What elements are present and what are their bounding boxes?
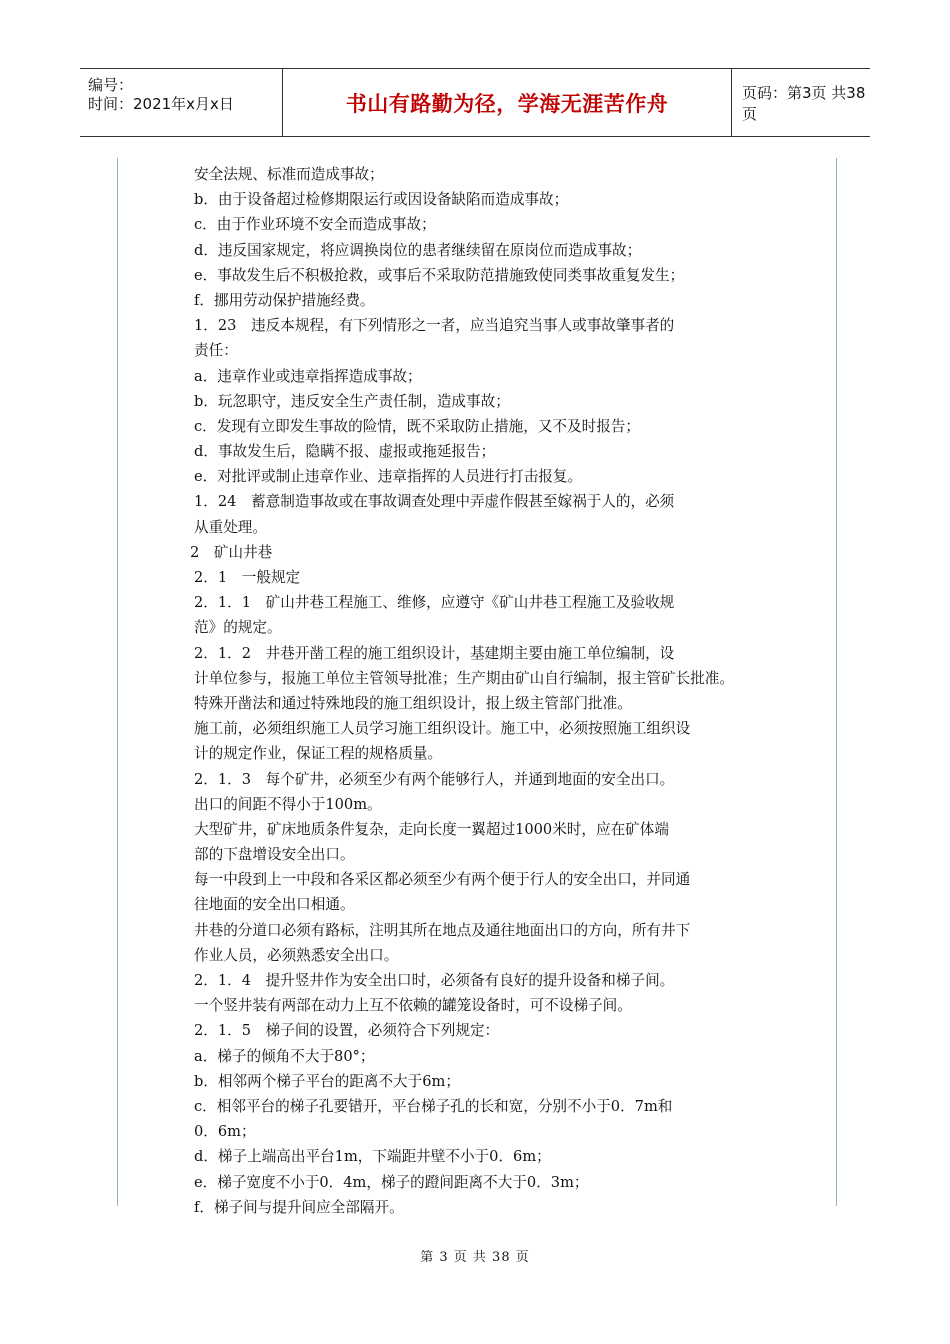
text-line: 施工前，必须组织施工人员学习施工组织设计。施工中，必须按照施工组织设 [194, 720, 691, 738]
text-line: c．由于作业环境不安全而造成事故； [194, 216, 436, 234]
text-line: 范》的规定。 [194, 619, 282, 637]
text-line: 2．1 一般规定 [194, 569, 301, 586]
text-line: d．违反国家规定，将应调换岗位的患者继续留在原岗位而造成事故； [194, 241, 642, 259]
text-line: 2．1．2 井巷开凿工程的施工组织设计，基建期主要由施工单位编制，设 [194, 644, 675, 662]
text-line: f．梯子间与提升间应全部隔开。 [194, 1198, 404, 1216]
header-motto-cell [283, 69, 732, 136]
text-line: 2．1．4 提升竖井作为安全出口时，必须备有良好的提升设备和梯子间。 [194, 972, 675, 989]
header-meta-cell [80, 69, 283, 136]
text-line: e．事故发生后不积极抢救，或事后不采取防范措施致使同类事故重复发生； [194, 266, 685, 284]
content-frame [117, 158, 837, 1216]
text-line: 2 矿山井巷 [190, 543, 273, 561]
text-line: a．梯子的倾角不大于80°； [194, 1047, 375, 1065]
text-line: c．相邻平台的梯子孔要错开，平台梯子孔的长和宽，分别不小于0．7m和 [194, 1097, 673, 1115]
text-line: 1．24 蓄意制造事故或在事故调查处理中弄虚作假甚至嫁祸于人的，必须 [194, 493, 675, 511]
text-line: f．挪用劳动保护措施经费。 [194, 291, 375, 309]
text-line: a．违章作业或违章指挥造成事故； [194, 367, 422, 385]
document-time-label: 时间：2021年x月x日 [88, 95, 234, 113]
text-line: 安全法规、标准而造成事故； [194, 166, 384, 183]
text-line: e．对批评或制止违章作业、违章指挥的人员进行打击报复。 [194, 468, 583, 486]
text-line: 每一中段到上一中段和各采区都必须至少有两个便于行人的安全出口，并同通 [194, 871, 691, 889]
text-line: 计的规定作业，保证工程的规格质量。 [194, 745, 443, 763]
text-line: e．梯子宽度不小于0．4m，梯子的蹬间距离不大于0．3m； [194, 1173, 589, 1191]
text-line: c．发现有立即发生事故的险情，既不采取防止措施，又不及时报告； [194, 417, 640, 435]
text-line: 2．1．5 梯子间的设置，必须符合下列规定： [194, 1022, 500, 1040]
text-line: 特殊开凿法和通过特殊地段的施工组织设计，报上级主管部门批准。 [194, 694, 632, 712]
text-line: d．事故发生后，隐瞒不报、虚报或拖延报告； [194, 443, 496, 461]
text-line: b．由于设备超过检修期限运行或因设备缺陷而造成事故； [194, 191, 569, 209]
text-line: 1．23 违反本规程，有下列情形之一者，应当追究当事人或事故肇事者的 [194, 317, 675, 335]
text-line: 2．1．1 矿山井巷工程施工、维修，应遵守《矿山井巷工程施工及验收规 [194, 594, 675, 612]
page-footer: 第 3 页 共 38 页 [420, 1250, 530, 1265]
header-page-cell [732, 69, 870, 136]
text-line: d．梯子上端高出平台1m，下端距井壁不小于0．6m； [194, 1148, 551, 1166]
text-line: b．玩忽职守，违反安全生产责任制，造成事故； [194, 392, 510, 410]
header-motto: 书山有路勤为径，学海无涯苦作舟 [345, 91, 669, 116]
text-line: 从重处理。 [194, 518, 267, 536]
text-line: 作业人员，必须熟悉安全出口。 [194, 946, 399, 964]
text-line: 井巷的分道口必须有路标，注明其所在地点及通往地面出口的方向，所有井下 [194, 921, 691, 939]
text-line: 2．1．3 每个矿井，必须至少有两个能够行人，并通到地面的安全出口。 [194, 770, 675, 788]
text-line: 一个竖井装有两部在动力上互不依赖的罐笼设备时，可不设梯子间。 [194, 997, 632, 1015]
text-line: 往地面的安全出口相通。 [194, 896, 355, 914]
text-body [190, 162, 794, 1220]
text-line: 计单位参与，报施工单位主管领导批准；生产期由矿山自行编制，报主管矿长批准。 [194, 669, 734, 687]
page-header [80, 68, 870, 137]
header-page-number: 页码：第3页 共38页 [742, 83, 866, 123]
text-line: 部的下盘增设安全出口。 [194, 846, 355, 864]
text-line: 0．6m； [194, 1123, 256, 1141]
text-line: b．相邻两个梯子平台的距离不大于6m； [194, 1072, 460, 1090]
document-number-label: 编号： [88, 76, 134, 94]
text-line: 出口的间距不得小于100m。 [194, 795, 382, 813]
text-line: 责任： [194, 342, 238, 360]
text-line: 大型矿井，矿床地质条件复杂，走向长度一翼超过1000米时，应在矿体端 [194, 820, 669, 838]
